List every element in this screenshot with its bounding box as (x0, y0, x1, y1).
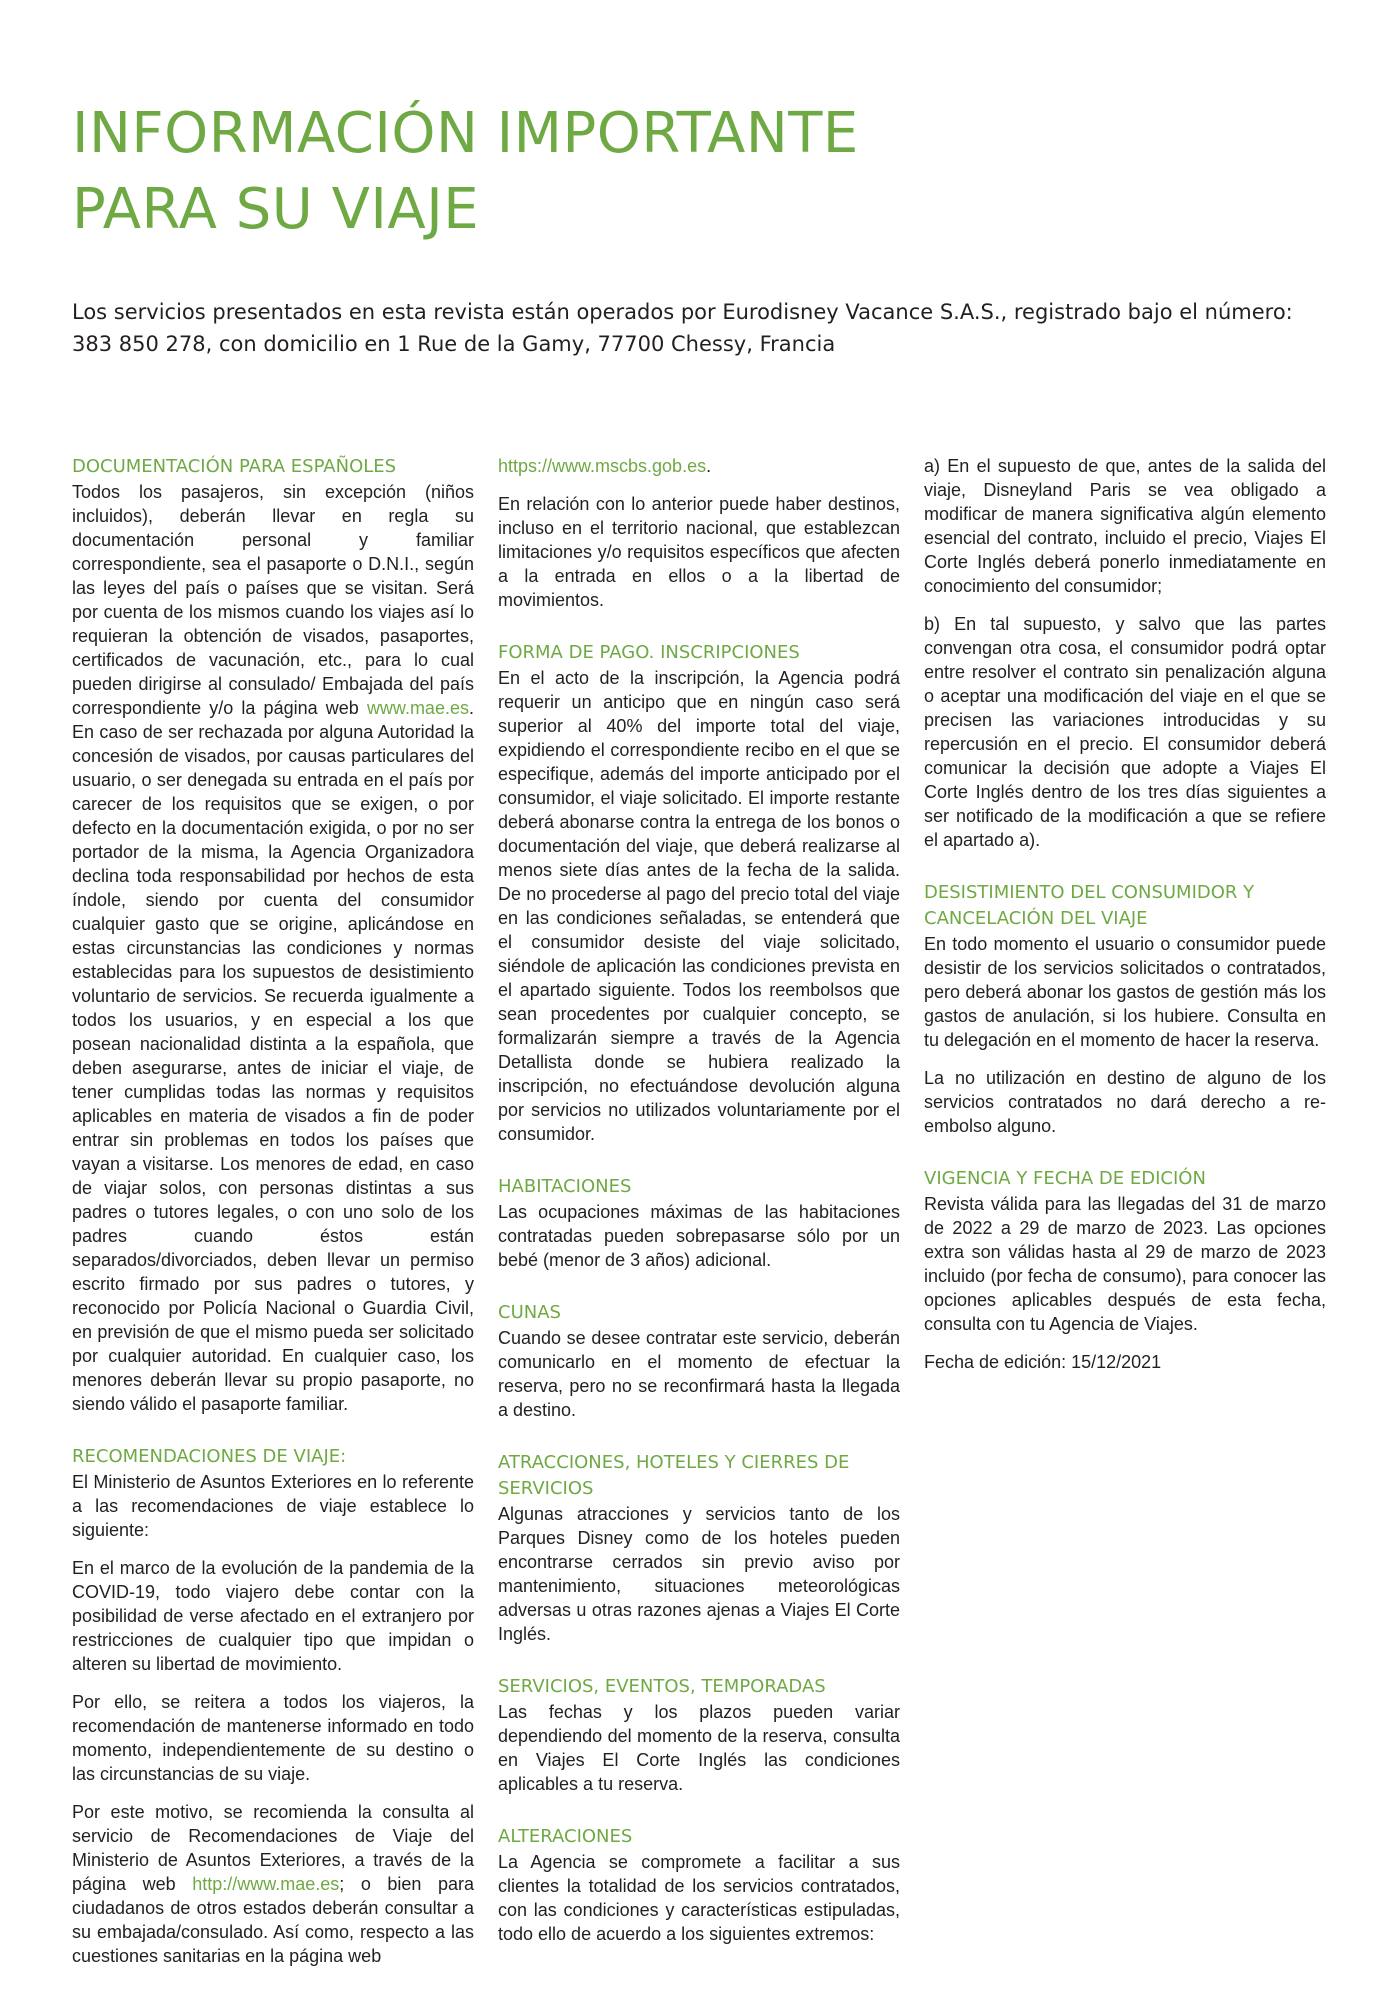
recomendaciones-p3: Por ello, se reitera a todos los viajeros, la recomendación de mantenerse informado en todo momento, independientemente de su destino o las circunstancias de su viaje. (72, 1692, 474, 1784)
alteraciones-p3: b) En tal supuesto, y salvo que las partes convengan otra cosa, el consumidor podrá optar entre resolver el contrato sin penalización alguna o aceptar una modificación del viaje en el que se precisen las variaciones introducidas y su repercusión en el precio. El consumidor deberá comunicar la decisión que adopte a Viajes El Corte Inglés dentro de los tres días siguientes a ser notificado de la modificación a que se refiere el apartado a). (924, 614, 1326, 850)
mae-url-link[interactable]: http://www.mae.es (192, 1874, 340, 1894)
documentacion-heading: DOCUMENTACIÓN PARA ESPAÑOLES (72, 456, 397, 477)
recomendaciones-p5: En relación con lo anterior puede haber destinos, incluso en el territorio nacional, que establezcan limitaciones y/o requisitos específicos que afecten a la entrada en ellos o a la libertad de movimientos. (498, 494, 900, 610)
alteraciones-heading: ALTERACIONES (498, 1826, 633, 1847)
servicios-p1: Las fechas y los plazos pueden variar dependiendo del momento de la reserva, consulta en Viajes El Corte Inglés las condiciones aplicables a tu reserva. (498, 1702, 900, 1794)
section-alteraciones (498, 1824, 900, 1946)
page-title-line-1: INFORMACIÓN IMPORTANTE (72, 101, 859, 166)
desistimiento-heading: DESISTIMIENTO DEL CONSUMIDOR Y CANCELACIÓN DEL VIAJE (924, 882, 1255, 929)
documentacion-text-b: . En caso de ser rechazada por alguna Autoridad la concesión de visados, por causas particulares del usuario, o ser denegada su entrada en el país por carecer de los requisitos que se exigen, o por defecto en la documentación exigida, o por no ser portador de la misma, la Agencia Organizadora declina toda responsabilidad por hechos de esta índole, siendo por cuenta del consumidor cualquier gasto que se origine, aplicándose en estas circunstancias las condiciones y normas establecidas para los supuestos de desistimiento voluntario de servicios. Se recuerda igualmente a todos los usuarios, y en especial a los que posean nacionalidad distinta a la española, que deben asegurarse, antes de iniciar el viaje, de tener cumplidas todas las normas y requisitos aplicables en materia de visados a fin de poder entrar sin problemas en todos los países que vayan a visitarse. Los menores de edad, en caso de viajar solos, con personas distintas a sus padres o tutores legales, o con uno solo de los padres cuando éstos están separados/divorciados, deben llevar un permiso escrito firmado por sus padres o tutores, y reconocido por Policía Nacional o Guardia Civil, en previsión de que el mismo pueda ser solicitado por cualquier autoridad. En cualquier caso, los menores deberán llevar su propio pasaporte, no siendo válido el pasaporte familiar. (72, 698, 474, 1414)
servicios-heading: SERVICIOS, EVENTOS, TEMPORADAS (498, 1676, 826, 1697)
desistimiento-p1: En todo momento el usuario o consumidor puede desistir de los servicios solicitados o contratados, pero deberá abonar los gastos de gestión más los gastos de anulación, si los hubiere. Consulta en tu delegación en el momento de hacer la reserva. (924, 934, 1326, 1050)
section-cunas (498, 1300, 900, 1422)
recomendaciones-p1: El Ministerio de Asuntos Exteriores en lo referente a las recomendaciones de viaje establece lo siguiente: (72, 1472, 474, 1540)
forma-pago-heading: FORMA DE PAGO. INSCRIPCIONES (498, 642, 800, 663)
cunas-p1: Cuando se desee contratar este servicio, deberán comunicarlo en el momento de efectuar la reserva, pero no se reconfirmará hasta la llegada a destino. (498, 1328, 900, 1420)
recomendaciones-p4-text-b: ; o bien para ciudadanos de otros estados deberán consultar a su embajada/consulado. Así como, respecto a las cuestiones sanitarias en la página web (72, 1874, 475, 1966)
recomendaciones-p4 (72, 1800, 474, 1968)
section-servicios (498, 1674, 900, 1796)
column-3 (924, 454, 1326, 1402)
section-documentacion (72, 454, 474, 1416)
recomendaciones-p4-text-c: . (706, 456, 712, 476)
desistimiento-p2: La no utilización en destino de alguno de los servicios contratados no dará derecho a re-embolso alguno. (924, 1068, 1326, 1136)
recomendaciones-p4-text-a: Por este motivo, se recomienda la consulta al servicio de Recomendaciones de Viaje del Ministerio de Asuntos Exteriores, a través de la página web (72, 1802, 474, 1894)
vigencia-p1: Revista válida para las llegadas del 31 de marzo de 2022 a 29 de marzo de 2023. Las opciones extra son válidas hasta al 29 de marzo de 2023 incluido (por fecha de consumo), para conocer las opciones aplicables después de esta fecha, consulta con tu Agencia de Viajes. (924, 1194, 1326, 1334)
column-1 (72, 454, 474, 1996)
section-desistimiento (924, 880, 1326, 1138)
habitaciones-p1: Las ocupaciones máximas de las habitaciones contratadas pueden sobrepasarse sólo por un bebé (menor de 3 años) adicional. (498, 1202, 900, 1270)
vigencia-heading: VIGENCIA Y FECHA DE EDICIÓN (924, 1168, 1206, 1189)
atracciones-heading: ATRACCIONES, HOTELES Y CIERRES DE SERVICIOS (498, 1452, 850, 1499)
fecha-edicion: Fecha de edición: 15/12/2021 (924, 1352, 1162, 1372)
mae-link[interactable]: www.mae.es (366, 698, 469, 718)
mscbs-link[interactable]: https://www.mscbs.gob.es (498, 456, 707, 476)
section-alteraciones-cont (924, 454, 1326, 852)
documentacion-text-a: Todos los pasajeros, sin excepción (niños incluidos), deberán llevar en regla su documentación personal y familiar correspondiente, sea el pasaporte o D.N.I., según las leyes del país o países que se visitan. Será por cuenta de los mismos cuando los viajes así lo requieran la obtención de visados, pasaportes, certificados de vacunación, etc., para lo cual pueden dirigirse al consulado/ Embajada del país correspondiente y/o la página web (72, 482, 474, 718)
recomendaciones-p4-cont (498, 454, 900, 478)
alteraciones-p1: La Agencia se compromete a facilitar a sus clientes la totalidad de los servicios contratados, con las condiciones y características estipuladas, todo ello de acuerdo a los siguientes extremos: (498, 1852, 900, 1944)
section-recomendaciones-cont (498, 454, 900, 612)
alteraciones-p2: a) En el supuesto de que, antes de la salida del viaje, Disneyland Paris se vea obligado a modificar de manera significativa algún elemento esencial del contrato, incluido el precio, Viajes El Corte Inglés deberá ponerlo inmediatamente en conocimiento del consumidor; (924, 456, 1326, 596)
recomendaciones-heading: RECOMENDACIONES DE VIAJE: (72, 1446, 347, 1467)
section-atracciones (498, 1450, 900, 1646)
page-title (72, 96, 1072, 248)
page-title-line-2: PARA SU VIAJE (72, 177, 480, 242)
cunas-heading: CUNAS (498, 1302, 561, 1323)
forma-pago-p1: En el acto de la inscripción, la Agencia podrá requerir un anticipo que en ningún caso será superior al 40% del importe total del viaje, expidiendo el correspondiente recibo en el que se especifique, además del importe anticipado por el consumidor, el viaje solicitado. El importe restante deberá abonarse contra la entrega de los bonos o documentación del viaje, que deberá realizarse al menos siete días antes de la fecha de la salida. De no procederse al pago del precio total del viaje en las condiciones señaladas, se entenderá que el consumidor desiste del viaje solicitado, siéndole de aplicación las condiciones prevista en el apartado siguiente. Todos los reembolsos que sean procedentes por cualquier concepto, se formalizarán siempre a través de la Agencia Detallista donde se hubiera realizado la inscripción, no efectuándose devolución alguna por servicios no utilizados voluntariamente por el consumidor. (498, 668, 900, 1144)
atracciones-p1: Algunas atracciones y servicios tanto de los Parques Disney como de los hoteles pueden encontrarse cerrados sin previo aviso por mantenimiento, situaciones meteorológicas adversas u otras razones ajenas a Viajes El Corte Inglés. (498, 1504, 900, 1644)
documentacion-paragraph (72, 480, 474, 1416)
section-vigencia (924, 1166, 1326, 1374)
habitaciones-heading: HABITACIONES (498, 1176, 632, 1197)
intro-paragraph: Los servicios presentados en esta revista están operados por Eurodisney Vacance S.A.S., registrado bajo el número: 383 850 278, con domicilio en 1 Rue de la Gamy, 77700 Chessy, Francia (72, 300, 1293, 356)
recomendaciones-p2: En el marco de la evolución de la pandemia de la COVID-19, todo viajero debe contar con la posibilidad de verse afectado en el extranjero por restricciones de cualquier tipo que impidan o alteren su libertad de movimiento. (72, 1558, 474, 1674)
section-habitaciones (498, 1174, 900, 1272)
section-forma-pago (498, 640, 900, 1146)
section-recomendaciones (72, 1444, 474, 1968)
column-2 (498, 454, 900, 1974)
